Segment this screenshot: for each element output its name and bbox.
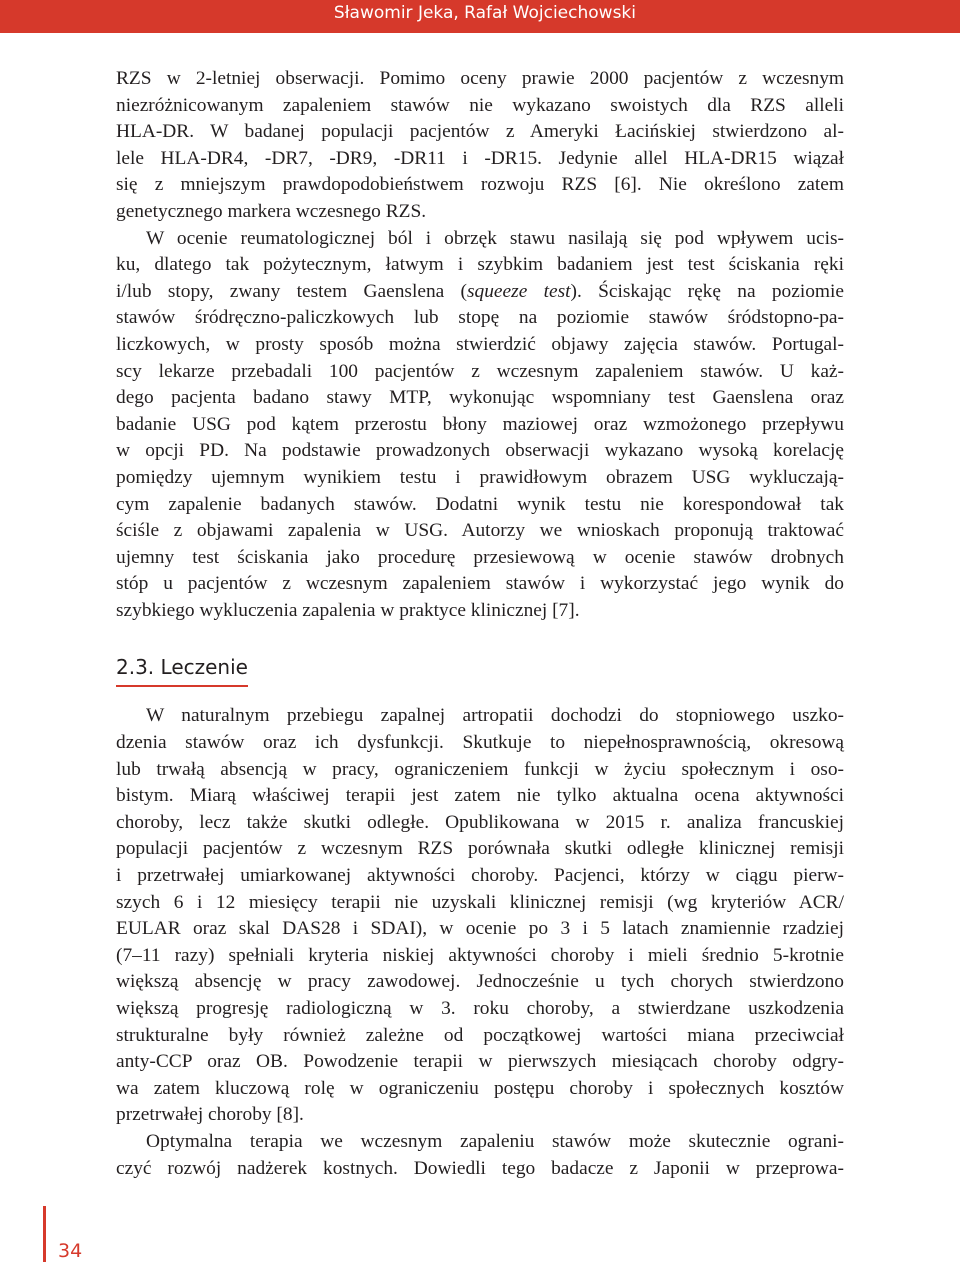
text-line: HLA-DR. W badanej populacji pacjentów z Ameryki Łacińskiej stwierdzono al- [116, 121, 844, 143]
text-line: badanie USG pod kątem przerostu błony maziowej oraz wzmożonego przepływu [116, 413, 844, 435]
text-line: strukturalne były również zależne od początkowej wartości miana przeciwciał [116, 1024, 844, 1046]
text-line: niezróżnicowanym zapaleniem stawów nie wykazano swoistych dla RZS alleli [116, 94, 844, 116]
text-line: dego pacjenta badano stawy MTP, wykonując wspomniany test Gaenslena oraz [116, 387, 844, 409]
text-line: stawów śródręczno-paliczkowych lub stopę na poziomie stawów śródstopno-pa- [116, 307, 844, 329]
text-line: ku, dlatego tak pożytecznym, łatwym i szybkim badaniem jest test ściskania ręki [116, 254, 844, 276]
header-bar [0, 0, 960, 33]
text-fragment: ). Ściskając rękę na poziomie [570, 280, 844, 302]
page-number: 34 [58, 1240, 83, 1262]
text-line: cym zapalenie badanych stawów. Dodatni wynik testu nie korespondował tak [116, 493, 844, 515]
text-line: w opcji PD. Na podstawie prowadzonych obserwacji wykazano wysoką korelację [116, 440, 844, 462]
text-line: i przetrwałej umiarkowanej aktywności choroby. Pacjenci, którzy w ciągu pierw- [116, 865, 844, 887]
text-line: scy lekarze przebadali 100 pacjentów z wczesnym zapaleniem stawów. U każ- [116, 360, 844, 382]
text-line: większą progresję radiologiczną w 3. roku choroby, a stwierdzane uszkodzenia [116, 998, 844, 1019]
text-line: choroby, lecz także skutki odległe. Opublikowana w 2015 r. analiza francuskiej [116, 811, 844, 833]
text-line: wa zatem kluczową rolę w ograniczeniu postępu choroby i społecznych kosztów [116, 1077, 844, 1099]
text-line: liczkowych, w prosty sposób można stwierdzić objawy zajęcia stawów. Portugal- [116, 333, 844, 355]
text-line: bistym. Miarą właściwej terapii jest zatem nie tylko aktualna ocena aktywności [116, 785, 844, 807]
text-line: populacji pacjentów z wczesnym RZS porównała skutki odległe klinicznej remisji [116, 838, 844, 860]
text-line: pomiędzy ujemnym wynikiem testu i prawidłowym obrazem USG wykluczają- [116, 466, 844, 488]
text-line: przetrwałej choroby [8]. [116, 1104, 304, 1126]
text-line: stóp u pacjentów z wczesnym zapaleniem stawów i wykorzystać jego wynik do [116, 573, 844, 595]
text-line: W naturalnym przebiegu zapalnej artropatii dochodzi do stopniowego uszko- [146, 705, 844, 727]
text-line: lub trwałą absencją w pracy, ograniczeniem funkcji w życiu społecznym i oso- [116, 758, 844, 780]
text-line: (7–11 razy) spełniali kryteria niskiej aktywności choroby i mieli średnio 5-krotnie [116, 944, 844, 966]
paragraph-4 [116, 1129, 844, 1182]
text-line: W ocenie reumatologicznej ból i obrzęk stawu nasilają się pod wpływem ucis- [146, 227, 844, 249]
italic-term: squeeze test [467, 280, 571, 302]
paragraph-1 [116, 66, 844, 226]
text-line: ujemny test ściskania jako procedurę przesiewową w ocenie stawów drobnych [116, 546, 844, 568]
text-line: większą absencję w pracy zawodowej. Jednocześnie u tych chorych stwierdzono [116, 971, 844, 993]
text-fragment: i/lub stopy, zwany testem Gaenslena ( [116, 280, 467, 302]
text-line-with-italic [116, 279, 844, 306]
section-heading: 2.3. Leczenie [116, 652, 248, 687]
text-line: szych 6 i 12 miesięcy terapii nie uzyskali klinicznej remisji (wg kryteriów ACR/ [116, 891, 844, 913]
text-line: dzenia stawów oraz ich dysfunkcji. Skutkuje to niepełnosprawnością, okresową [116, 732, 844, 754]
text-line: szybkiego wykluczenia zapalenia w praktyce klinicznej [7]. [116, 599, 580, 621]
text-line: lele HLA-DR4, -DR7, -DR9, -DR11 i -DR15. Jedynie allel HLA-DR15 wiązał [116, 147, 844, 169]
text-line: RZS w 2-letniej obserwacji. Pomimo oceny prawie 2000 pacjentów z wczesnym [116, 68, 844, 89]
paragraph-2 [116, 226, 844, 625]
text-line: EULAR oraz skal DAS28 i SDAI), w ocenie po 3 i 5 latach znamiennie rzadziej [116, 918, 844, 940]
paragraph-3 [116, 703, 844, 1129]
text-line: anty-CCP oraz OB. Powodzenie terapii w pierwszych miesiącach choroby odgry- [116, 1051, 844, 1073]
article-body [116, 66, 844, 1182]
text-line: Optymalna terapia we wczesnym zapaleniu stawów może skutecznie ograni- [146, 1130, 844, 1152]
text-line: czyć rozwój nadżerek kostnych. Dowiedli tego badacze z Japonii w przeprowa- [116, 1157, 844, 1179]
text-line: ściśle z objawami zapalenia w USG. Autorzy we wnioskach proponują traktować [116, 520, 844, 542]
page-number-rule [43, 1206, 46, 1262]
text-line: się z mniejszym prawdopodobieństwem rozwoju RZS [6]. Nie określono zatem [116, 174, 844, 196]
text-line: genetycznego markera wczesnego RZS. [116, 200, 427, 222]
running-header-authors: Sławomir Jeka, Rafał Wojciechowski [333, 3, 636, 23]
section-heading-wrap [116, 652, 844, 687]
